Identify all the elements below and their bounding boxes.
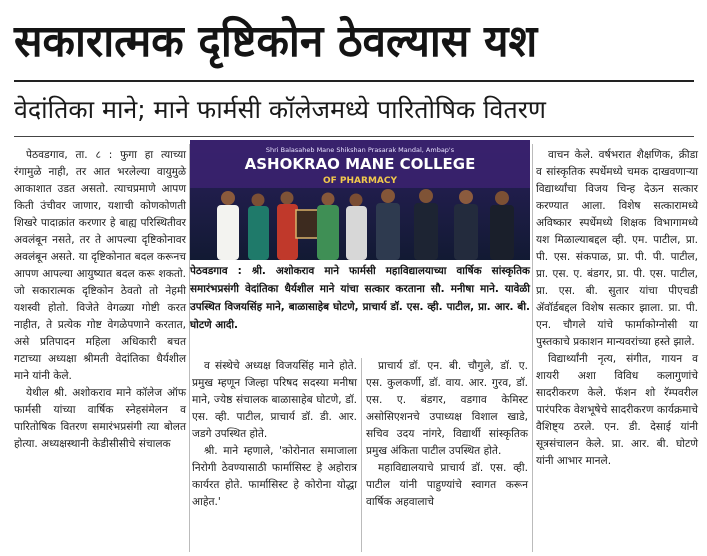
article-column-3 bbox=[366, 358, 528, 511]
col2-paragraph-2: श्री. माने म्हणाले, 'कोरोनात समाजाला निरोगी ठेवण्यासाठी फार्मासिस्ट हे अहोरात्र कार्यरत होते. फार्मासिस्ट हे कोरोना योद्धा आहेत.' bbox=[192, 445, 357, 508]
event-photo-illustration bbox=[190, 140, 530, 260]
headline-rule bbox=[14, 80, 694, 82]
photo-caption: पेठवडगाव : श्री. अशोकराव माने फार्मसी महाविद्यालयाच्या वार्षिक सांस्कृतिक समारंभप्रसंगी वेदांतिका धैर्यशील माने यांचा सत्कार करताना सौ. मनीषा माने. यावेळी उपस्थित विजयसिंह माने, बाळासाहेब घोटणे, प्राचार्य डॉ. एस. व्ही. पाटील, प्रा. आर. बी. घोटणे आदी. bbox=[190, 265, 530, 331]
col3-paragraph-2: महाविद्यालयाचे प्राचार्य डॉ. एस. व्ही. पाटील यांनी पाहुण्यांचे स्वागत करून वार्षिक अहवालाचे bbox=[366, 462, 528, 508]
col1-paragraph-2: येथील श्री. अशोकराव माने कॉलेज ऑफ फार्मसी यांच्या वार्षिक स्नेहसंमेलन व पारितोषिक वितरण समारंभप्रसंगी त्या बोलत होत्या. अध्यक्षस्थानी केडीसीसीचे संचालक bbox=[14, 387, 186, 450]
subheadline-rule bbox=[14, 136, 694, 137]
event-photo bbox=[190, 140, 530, 260]
column-divider-2 bbox=[361, 358, 362, 552]
photo-banner-top: Shri Balasaheb Mane Shikshan Prasarak Mandal, Ambap's bbox=[265, 146, 455, 154]
photo-banner-sub: OF PHARMACY bbox=[323, 176, 397, 186]
col1-paragraph-1: पेठवडगाव, ता. ८ : फुगा हा त्याच्या रंगामुळे नाही, तर आत भरलेल्या वायुमुळे आकाशात उडत असतो. त्याचप्रमाणे आपण किती उंचीवर जाणार, यशाची कोणकोणती शिखरे पादाक्रांत करणार हे बाह्य परिस्थितीवर अवलंबून नसते, तर ते आपल्या दृष्टिकोनावर अवलंबून असते. या दृष्टिकोनात बदल करूनच आपण आपल्या आयुष्यात बदल करू शकतो. जो सकारात्मक दृष्टिकोन ठेवतो तो नेहमी यशस्वी होतो. विजेते वेगळ्या गोष्टी करत नाहीत, ते प्रत्येक गोष्ट वेगळेपणाने करतात, असे प्रतिपादन महिला अधिकारी बचत गटाच्या अध्यक्षा श्रीमती वेदांतिका धैर्यशील माने यांनी केले. bbox=[14, 149, 186, 382]
article-column-1 bbox=[14, 147, 186, 453]
col4-paragraph-2: विद्यार्थ्यांनी नृत्य, संगीत, गायन व शायरी अशा विविध कलागुणांचे सादरीकरण केले. फॅशन शो रॅम्पवरील पारंपरिक वेशभूषेचे सादरीकरण कार्यक्रमाचे वैशिष्ट्य ठरले. एन. डी. देसाई यांनी सूत्रसंचालन केले. प्रा. आर. बी. घोटणे यांनी आभार मानले. bbox=[536, 353, 698, 467]
column-divider-3 bbox=[532, 144, 533, 552]
col4-paragraph-1: वाचन केले. वर्षभरात शैक्षणिक, क्रीडा व सांस्कृतिक स्पर्धेमध्ये चमक दाखवणाऱ्या विद्यार्थ्यांचा विजय चिन्ह देऊन सत्कार करण्यात आला. विशेष सत्कारामध्ये अविष्कार स्पर्धेमध्ये शिक्षक विभागामध्ये यश मिळाल्याबद्दल व्ही. एम. पाटील, प्रा. पी. एस. संकपाळ, प्रा. पी. पी. पाटील, प्रा. एस. ए. बंडगर, प्रा. पी. एस. पाटील, प्रा. एस. बी. सुतार यांचा पीएचडी ॲवॉर्डबद्दल विशेष सत्कार झाला. प्रा. पी. एन. चौगले यांचे फार्माकोग्नोसी या पुस्तकाचे प्रकाशन मान्यवरांच्या हस्ते झाले. bbox=[536, 149, 698, 348]
col2-paragraph-1: व संस्थेचे अध्यक्ष विजयसिंह माने होते. प्रमुख म्हणून जिल्हा परिषद सदस्या मनीषा माने, ज्येष्ठ संचालक बाळासाहेब घोटणे, डॉ. एस. व्ही. पाटील, प्राचार्य डॉ. डी. आर. जडगे उपस्थित होते. bbox=[192, 360, 357, 440]
subheadline: वेदांतिका माने; माने फार्मसी कॉलेजमध्ये पारितोषिक वितरण bbox=[14, 95, 547, 124]
col3-paragraph-1: प्राचार्य डॉ. एन. बी. चौगुले, डॉ. ए. एस. कुलकर्णी, डॉ. वाय. आर. गुरव, डॉ. एस. ए. बंडगर, वडगाव केमिस्ट असोसिएशनचे उपाध्यक्ष विशाल खाडे, सचिव उदय नांगरे, विद्यार्थी सांस्कृतिक प्रमुख अंकिता पाटील उपस्थित होते. bbox=[366, 360, 528, 457]
photo-banner-main: ASHOKRAO MANE COLLEGE bbox=[244, 155, 476, 173]
article-column-2 bbox=[192, 358, 357, 511]
article-column-4 bbox=[536, 147, 698, 470]
headline: सकारात्मक दृष्टिकोन ठेवल्यास यश bbox=[14, 16, 538, 67]
